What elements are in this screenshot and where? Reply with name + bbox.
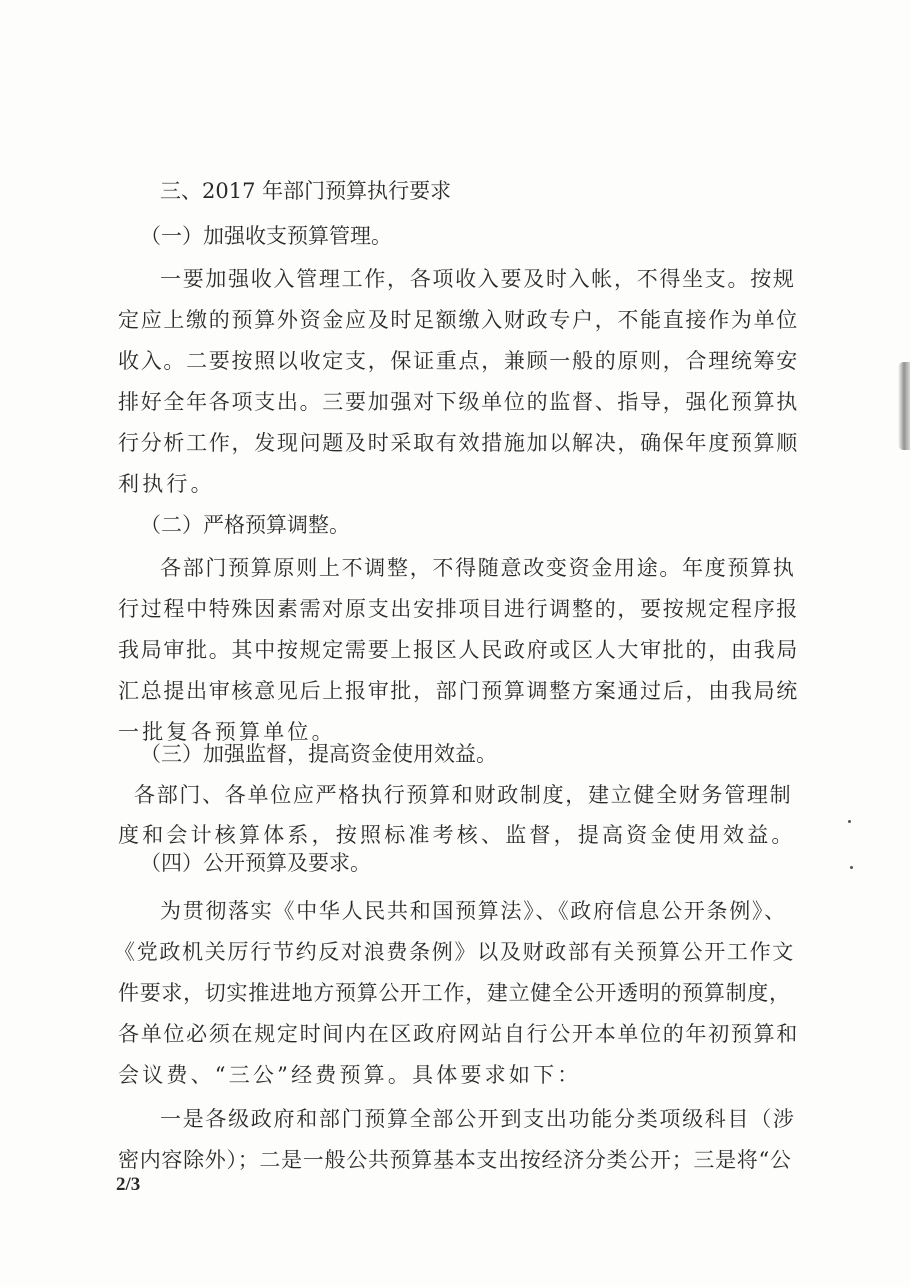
page-number: 2/3: [116, 1174, 141, 1195]
paragraph-line: 利执行。: [118, 472, 215, 496]
subheading-3: （三）加强监督，提高资金使用效益。: [140, 742, 497, 766]
scan-edge-mark: [898, 362, 910, 450]
paragraph-line: 定应上缴的预算外资金应及时足额缴入财政专户，不能直接作为单位: [118, 308, 799, 332]
subheading-2: （二）严格预算调整。: [140, 513, 350, 537]
paragraph-line: 《党政机关厉行节约反对浪费条例》以及财政部有关预算公开工作文: [114, 940, 795, 964]
subheading-1: （一）加强收支预算管理。: [140, 224, 392, 248]
paragraph-line: 一要加强收入管理工作，各项收入要及时入帐，不得坐支。按规: [160, 267, 796, 291]
paragraph-line: 各部门预算原则上不调整，不得随意改变资金用途。年度预算执: [160, 556, 796, 580]
paragraph-line: 行分析工作，发现问题及时采取有效措施加以解决，确保年度预算顺: [118, 431, 799, 455]
paragraph-line: 件要求，切实推进地方预算公开工作，建立健全公开透明的预算制度，: [118, 981, 791, 1005]
paragraph-line: 各部门、各单位应严格执行预算和财政制度，建立健全财务管理制: [134, 783, 793, 807]
scan-speck: [848, 820, 851, 823]
section-heading-3: 三、2017 年部门预算执行要求: [160, 179, 452, 203]
paragraph-line: 一批复各预算单位。: [118, 720, 336, 744]
paragraph-line: 汇总提出审核意见后上报审批，部门预算调整方案通过后，由我局统: [118, 679, 799, 703]
paragraph-line: 我局审批。其中按规定需要上报区人民政府或区人大审批的，由我局: [118, 638, 799, 662]
subheading-4: （四）公开预算及要求。: [140, 851, 371, 875]
paragraph-line: 排好全年各项支出。三要加强对下级单位的监督、指导，强化预算执: [118, 390, 799, 414]
paragraph-line: 为贯彻落实《中华人民共和国预算法》、《政府信息公开条例》、: [160, 899, 787, 923]
paragraph-line: 密内容除外）；二是一般公共预算基本支出按经济分类公开；三是将“公: [118, 1148, 792, 1172]
paragraph-line: 收入。二要按照以收定支，保证重点，兼顾一般的原则，合理统筹安: [118, 349, 799, 373]
paragraph-line: 度和会计核算体系，按照标准考核、监督，提高资金使用效益。: [118, 823, 796, 847]
paragraph-line: 会议费、“三公”经费预算。具体要求如下：: [118, 1063, 582, 1087]
paragraph-line: 一是各级政府和部门预算全部公开到支出功能分类项级科目（涉: [160, 1107, 796, 1131]
paragraph-line: 各单位必须在规定时间内在区政府网站自行公开本单位的年初预算和: [118, 1022, 799, 1046]
paragraph-line: 行过程中特殊因素需对原支出安排项目进行调整的，要按规定程序报: [118, 597, 799, 621]
scan-speck: [850, 866, 853, 869]
